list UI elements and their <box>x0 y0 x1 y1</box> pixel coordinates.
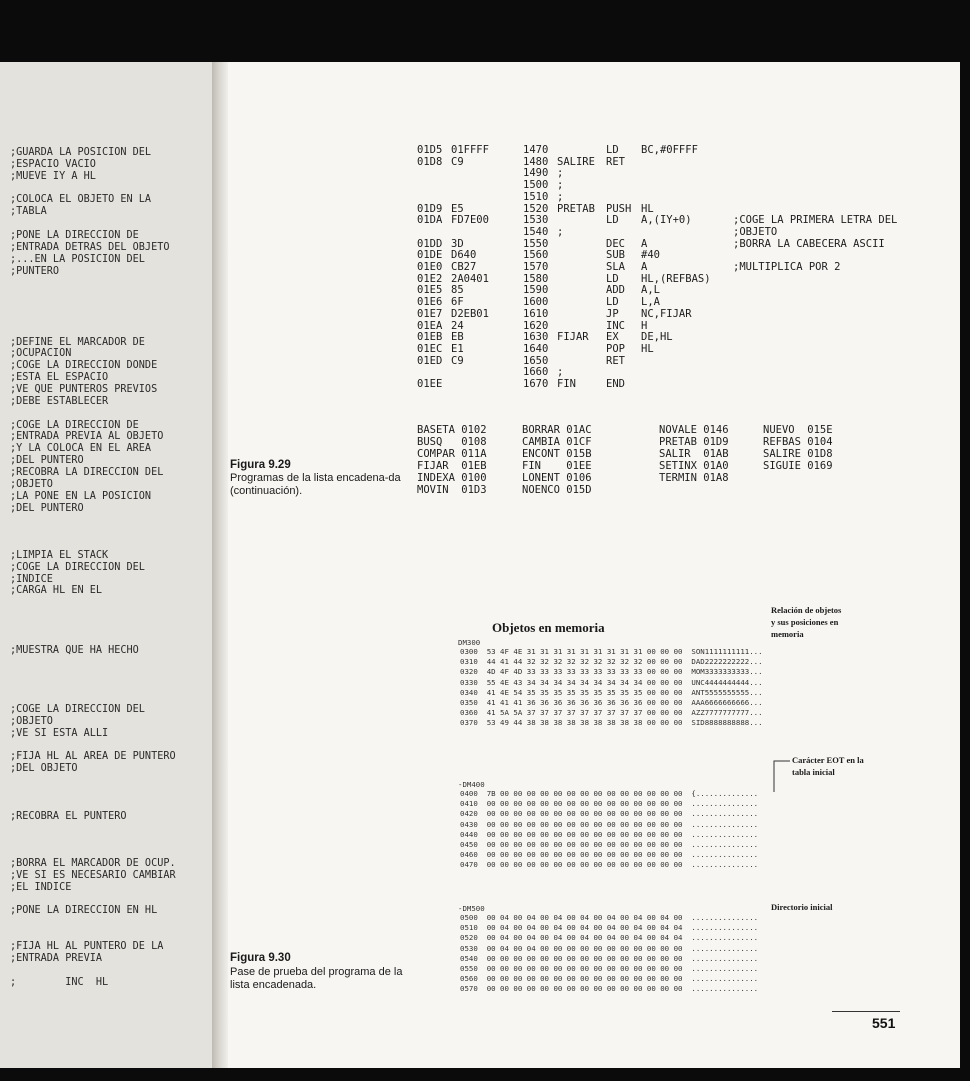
dump-row: 0520 00 04 00 04 00 04 00 04 00 04 00 04 00 04 04 ............... <box>460 933 759 943</box>
listing-line: 1540 <box>523 225 549 238</box>
listing-op: POP <box>606 342 625 355</box>
dump-command: -DM400 <box>458 780 485 789</box>
left-comment-line: ;COLOCA EL OBJETO EN LA <box>10 194 152 206</box>
dump-row: 0440 00 00 00 00 00 00 00 00 00 00 00 00 00 00 00 ............... <box>460 829 759 839</box>
listing-arg: HL <box>641 342 654 355</box>
listing-op: PUSH <box>606 202 632 215</box>
listing-hex: C9 <box>451 155 464 168</box>
listing-line: 1600 <box>523 296 549 309</box>
dump-row: 0470 00 00 00 00 00 00 00 00 00 00 00 00 00 00 00 ............... <box>460 860 759 870</box>
left-comment-line: ;ENTRADA PREVIA AL OBJETO <box>10 431 164 443</box>
note-eot-line: tabla inicial <box>792 767 835 777</box>
dump-row: 0430 00 00 00 00 00 00 00 00 00 00 00 00 00 00 00 ............... <box>460 819 759 829</box>
left-comment-line: ;MUESTRA QUE HA HECHO <box>10 644 139 656</box>
listing-hex: EB <box>451 331 464 344</box>
left-comment-line: ;DEBE ESTABLECER <box>10 395 109 407</box>
dump-row: 0560 00 00 00 00 00 00 00 00 00 00 00 00 00 00 00 ............... <box>460 974 759 984</box>
listing-hex: CB27 <box>451 261 477 273</box>
listing-arg: A <box>641 237 648 250</box>
listing-line: 1650 <box>523 354 549 367</box>
dump-row: 0530 00 04 00 04 00 00 00 00 00 00 00 00 00 00 00 ............... <box>460 943 759 953</box>
left-comment-line: ;VE QUE PUNTEROS PREVIOS <box>10 384 158 395</box>
left-comment-line: ;DEL OBJETO <box>10 763 78 775</box>
dump-command: -DM500 <box>458 904 485 913</box>
symbol-entry: TERMIN 01A8 <box>659 471 729 484</box>
note-objects-line: y sus posiciones en <box>771 617 839 627</box>
symbol-entry: NUEVO 015E <box>763 424 833 436</box>
listing-hex: 3D <box>451 237 464 250</box>
note-objects-line: Relación de objetos <box>771 605 842 615</box>
listing-addr: 01ED <box>417 354 443 367</box>
left-comment-line: ;ENTRADA DETRAS DEL OBJETO <box>10 241 170 253</box>
listing-arg: HL,(REFBAS) <box>641 272 711 285</box>
left-comment-line: ;VE SI ES NECESARIO CAMBIAR <box>10 869 176 881</box>
left-comment-line: ;COGE LA DIRECCION DEL <box>10 703 145 715</box>
symbol-entry: BASETA 0102 <box>417 424 487 436</box>
listing-op: LD <box>606 272 619 285</box>
listing-addr: 01D9 <box>417 202 443 215</box>
left-comment-line: ;LA PONE EN LA POSICION <box>10 490 152 502</box>
symbol-entry: INDEXA 0100 <box>417 471 487 484</box>
listing-hex: 2A0401 <box>451 272 489 285</box>
listing-line: 1480 <box>523 155 549 168</box>
listing-op: RET <box>606 155 625 168</box>
listing-label: ; <box>557 366 564 379</box>
left-comment-line: ;...EN LA POSICION DEL <box>10 253 145 265</box>
symbol-entry: CAMBIA 01CF <box>522 435 592 448</box>
symbol-entry: BORRAR 01AC <box>522 424 592 436</box>
left-comment-line: ;INDICE <box>10 573 53 585</box>
listing-line: 1510 <box>523 190 549 203</box>
symbol-entry: REFBAS 0104 <box>763 435 833 448</box>
listing-line: 1550 <box>523 237 549 250</box>
left-comment-line: ;DEL PUNTERO <box>10 502 84 514</box>
listing-addr: 01DD <box>417 237 443 250</box>
left-comment-line: ;MUEVE IY A HL <box>10 170 96 182</box>
note-eot <box>792 754 864 778</box>
left-comment-line: ;ESPACIO VACIO <box>10 158 96 170</box>
listing-label: FIJAR <box>557 331 589 344</box>
listing-hex: 6F <box>451 296 464 309</box>
figure-9-30-label: Figura 9.30 <box>230 952 291 964</box>
symbol-entry: BUSQ 0108 <box>417 435 487 448</box>
left-comment-line: ;PONE LA DIRECCION EN HL <box>10 905 158 917</box>
left-comment-line: ;VE SI ESTA ALLI <box>10 727 109 739</box>
listing-label: SALIRE <box>557 155 595 168</box>
left-comment-line: ;PUNTERO <box>10 265 60 277</box>
left-comment-line: ;DEFINE EL MARCADOR DE <box>10 336 145 348</box>
listing-addr: 01EC <box>417 342 443 355</box>
listing-comment: ;MULTIPLICA POR 2 <box>733 261 841 273</box>
listing-op: LD <box>606 144 619 156</box>
listing-line: 1530 <box>523 214 549 227</box>
listing-addr: 01DA <box>417 214 443 227</box>
listing-arg: BC,#0FFFF <box>641 144 698 156</box>
listing-arg: HL <box>641 202 654 215</box>
dump-row: 0340 41 4E 54 35 35 35 35 35 35 35 35 35 00 00 00 ANT5555555555... <box>460 687 763 697</box>
listing-line: 1580 <box>523 272 549 285</box>
symbol-entry: MOVIN 01D3 <box>417 483 487 496</box>
listing-arg: NC,FIJAR <box>641 307 692 320</box>
listing-op: DEC <box>606 237 625 250</box>
page-number-rule <box>832 1011 900 1012</box>
listing-arg: A,L <box>641 284 660 297</box>
dump-row: 0330 55 4E 43 34 34 34 34 34 34 34 34 34 00 00 00 UNC4444444444... <box>460 677 763 687</box>
listing-op: LD <box>606 214 619 227</box>
left-comment-line: ;COGE LA DIRECCION DONDE <box>10 360 158 372</box>
listing-hex: C9 <box>451 354 464 367</box>
listing-label: ; <box>557 179 564 192</box>
listing-arg: #40 <box>641 249 660 262</box>
listing-line: 1570 <box>523 261 549 273</box>
listing-label: ; <box>557 190 564 203</box>
left-comment-line: ;OCUPACION <box>10 348 72 360</box>
listing-hex: 85 <box>451 284 464 297</box>
listing-arg: A <box>641 261 648 273</box>
listing-line: 1490 <box>523 167 549 180</box>
dump-row: 0410 00 00 00 00 00 00 00 00 00 00 00 00 00 00 00 ............... <box>460 799 759 809</box>
left-comment-line: ;COGE LA DIRECCION DE <box>10 419 139 431</box>
symbol-entry: SALIRE 01D8 <box>763 447 833 460</box>
symbol-entry: FIN 01EE <box>522 459 592 472</box>
listing-op: END <box>606 378 625 390</box>
left-comment-line: ;GUARDA LA POSICION DEL <box>10 147 152 158</box>
dump-row: 0570 00 00 00 00 00 00 00 00 00 00 00 00 00 00 00 ............... <box>460 984 759 994</box>
symbol-entry: COMPAR 011A <box>417 447 487 460</box>
dump-row: 0320 4D 4F 4D 33 33 33 33 33 33 33 33 33 00 00 00 MOM3333333333... <box>460 667 763 677</box>
listing-addr: 01EA <box>417 319 443 332</box>
dump-row: 0350 41 41 41 36 36 36 36 36 36 36 36 36 00 00 00 AAA6666666666... <box>460 698 763 707</box>
dump-row: 0460 00 00 00 00 00 00 00 00 00 00 00 00 00 00 00 ............... <box>460 850 759 860</box>
listing-line: 1590 <box>523 284 549 297</box>
listing-addr: 01EE <box>417 378 443 390</box>
note-objects-line: memoria <box>771 629 804 639</box>
listing-addr: 01DE <box>417 249 443 262</box>
left-comment-line: ;RECOBRA LA DIRECCION DEL <box>10 466 164 478</box>
left-comment-line: ;RECOBRA EL PUNTERO <box>10 810 127 822</box>
dump-row: 0510 00 04 00 04 00 04 00 04 00 04 00 04 00 04 04 ............... <box>460 923 759 933</box>
dump-row: 0310 44 41 44 32 32 32 32 32 32 32 32 32 00 00 00 DAD2222222222... <box>460 657 763 667</box>
symbol-entry: SALIR 01AB <box>659 447 729 460</box>
listing-hex: FD7E00 <box>451 214 489 227</box>
figure-9-29-label: Figura 9.29 <box>230 459 291 471</box>
listing-line: 1560 <box>523 249 549 262</box>
dump-row: 0450 00 00 00 00 00 00 00 00 00 00 00 00 00 00 00 ............... <box>460 840 759 849</box>
listing-addr: 01E6 <box>417 296 443 309</box>
dump-row: 0300 53 4F 4E 31 31 31 31 31 31 31 31 31 00 00 00 SON1111111111... <box>460 647 763 656</box>
symbol-entry: LONENT 0106 <box>522 471 592 484</box>
symbol-entry: SIGUIE 0169 <box>763 459 833 472</box>
listing-addr: 01E0 <box>417 261 443 273</box>
dump-row: 0360 41 5A 5A 37 37 37 37 37 37 37 37 37 00 00 00 AZZ7777777777... <box>460 708 763 718</box>
listing-hex: E1 <box>451 342 464 355</box>
symbol-entry: SETINX 01A0 <box>659 459 729 472</box>
dump-row: 0550 00 00 00 00 00 00 00 00 00 00 00 00 00 00 00 ............... <box>460 964 759 973</box>
listing-hex: 01FFFF <box>451 144 489 156</box>
listing-label: FIN <box>557 378 576 390</box>
left-comment-line: ;OBJETO <box>10 478 53 490</box>
listing-op: INC <box>606 319 625 332</box>
left-comment-line: ;EL INDICE <box>10 881 72 893</box>
symbol-entry: NOVALE 0146 <box>659 424 729 436</box>
figure-9-29-caption: Programas de la lista encadena-da (continuación). <box>230 472 401 497</box>
dump-row: 0420 00 00 00 00 00 00 00 00 00 00 00 00 00 00 00 ............... <box>460 809 759 819</box>
book-gutter <box>212 62 228 1072</box>
left-comment-line: ;TABLA <box>10 206 47 218</box>
dump-row: 0540 00 00 00 00 00 00 00 00 00 00 00 00 00 00 00 ............... <box>460 953 759 963</box>
left-comment-line: ;DEL PUNTERO <box>10 455 84 467</box>
left-comment-line: ;PONE LA DIRECCION DE <box>10 229 139 241</box>
listing-addr: 01E5 <box>417 284 443 297</box>
listing-addr: 01D5 <box>417 144 443 156</box>
listing-line: 1630 <box>523 331 549 344</box>
listing-op: RET <box>606 354 625 367</box>
listing-line: 1500 <box>523 179 549 192</box>
left-comment-line: ;OBJETO <box>10 715 53 727</box>
left-comment-line: ;BORRA EL MARCADOR DE OCUP. <box>10 858 176 869</box>
listing-label: ; <box>557 225 564 238</box>
eot-pointer-line <box>770 758 794 794</box>
symbol-entry: NOENCO 015D <box>522 483 592 496</box>
listing-addr: 01E2 <box>417 272 443 285</box>
listing-op: EX <box>606 331 619 344</box>
listing-op: LD <box>606 296 619 309</box>
note-objects <box>771 604 841 640</box>
left-comment-line: ;Y LA COLOCA EN EL AREA <box>10 443 152 455</box>
listing-comment: ;BORRA LA CABECERA ASCII <box>733 237 885 250</box>
listing-hex: D640 <box>451 249 477 262</box>
listing-arg: L,A <box>641 296 660 309</box>
listing-line: 1640 <box>523 342 549 355</box>
listing-op: SLA <box>606 261 625 273</box>
symbol-entry: FIJAR 01EB <box>417 459 487 472</box>
note-eot-line: Carácter EOT en la <box>792 755 864 765</box>
listing-addr: 01EB <box>417 331 443 344</box>
listing-line: 1520 <box>523 202 549 215</box>
listing-label: ; <box>557 167 564 180</box>
left-comment-line: ;ESTA EL ESPACIO <box>10 372 109 384</box>
listing-op: JP <box>606 307 619 320</box>
listing-label: PRETAB <box>557 202 595 215</box>
dump-title: Objetos en memoria <box>492 620 605 635</box>
note-directory: Directorio inicial <box>771 902 833 912</box>
listing-arg: A,(IY+0) <box>641 214 692 227</box>
left-comment-line: ;FIJA HL AL PUNTERO DE LA <box>10 940 164 952</box>
listing-arg: DE,HL <box>641 331 673 344</box>
listing-line: 1660 <box>523 366 549 379</box>
listing-op: SUB <box>606 249 625 262</box>
left-comment-line: ;FIJA HL AL AREA DE PUNTERO <box>10 751 176 763</box>
symbol-entry: PRETAB 01D9 <box>659 435 729 448</box>
dump-row: 0370 53 49 44 38 38 38 38 38 38 38 38 38 00 00 00 SID8888888888... <box>460 718 763 728</box>
dump-command: DM300 <box>458 638 481 647</box>
symbol-entry: ENCONT 015B <box>522 447 592 460</box>
listing-addr: 01D8 <box>417 155 443 168</box>
listing-line: 1670 <box>523 378 549 390</box>
left-comment-line: ;ENTRADA PREVIA <box>10 952 103 964</box>
listing-hex: D2EB01 <box>451 307 489 320</box>
left-comment-line: ;CARGA HL EN EL <box>10 585 103 597</box>
listing-op: ADD <box>606 284 625 297</box>
listing-comment: ;OBJETO <box>733 225 778 238</box>
left-comment-line: ; INC HL <box>10 976 109 988</box>
listing-line: 1470 <box>523 144 549 156</box>
left-comment-line: ;COGE LA DIRECCION DEL <box>10 561 145 573</box>
listing-line: 1620 <box>523 319 549 332</box>
page-number: 551 <box>872 1015 896 1031</box>
listing-line: 1610 <box>523 307 549 320</box>
listing-arg: H <box>641 319 648 332</box>
listing-hex: 24 <box>451 319 464 332</box>
figure-9-30-caption: Pase de prueba del programa de la lista encadenada. <box>230 966 403 991</box>
dump-row: 0500 00 04 00 04 00 04 00 04 00 04 00 04 00 04 00 ............... <box>460 913 759 922</box>
listing-comment: ;COGE LA PRIMERA LETRA DEL <box>733 214 898 227</box>
listing-addr: 01E7 <box>417 307 443 320</box>
dump-row: 0400 7B 00 00 00 00 00 00 00 00 00 00 00 00 00 00 {.............. <box>460 789 759 798</box>
listing-hex: E5 <box>451 202 464 215</box>
left-comment-line: ;LIMPIA EL STACK <box>10 549 109 561</box>
bottom-edge <box>0 1068 970 1081</box>
